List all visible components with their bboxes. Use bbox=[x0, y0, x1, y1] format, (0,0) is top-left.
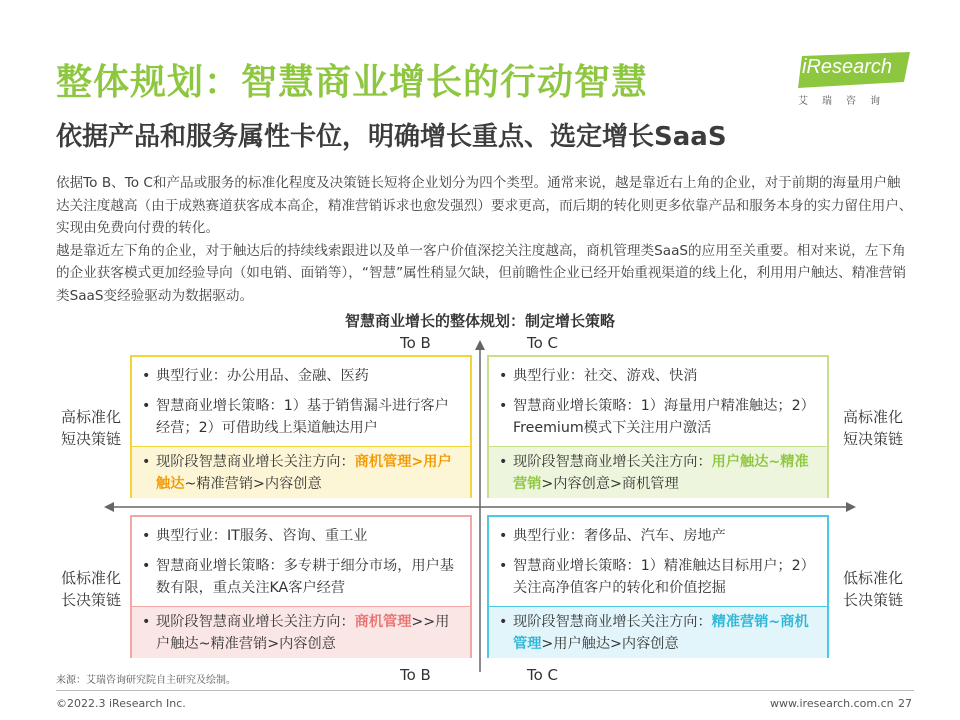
copyright: ©2022.3 iResearch Inc. bbox=[56, 697, 186, 710]
bullet-icon: • bbox=[142, 528, 151, 544]
diagram-title: 智慧商业增长的整体规划：制定增长策略 bbox=[344, 312, 615, 330]
bullet-icon: • bbox=[499, 368, 508, 384]
quadrant-industry-row bbox=[489, 365, 827, 387]
quadrant-strategy: 智慧商业增长策略：1）精准触达目标用户；2）关注高净值客户的转化和价值挖掘 bbox=[513, 558, 815, 596]
focus-suffix: >>用户触达~精准营销>内容创意 bbox=[156, 614, 450, 652]
quadrant-industry-row bbox=[489, 525, 827, 547]
axis-arrow-left-icon bbox=[104, 502, 114, 512]
focus-highlight: 用户触达~精准营销 bbox=[513, 454, 809, 492]
focus-suffix: ~精准营销>内容创意 bbox=[184, 476, 322, 492]
focus-suffix: >用户触达>内容创意 bbox=[541, 636, 679, 652]
footer-divider bbox=[56, 690, 914, 691]
focus-prefix: 现阶段智慧商业增长关注方向： bbox=[156, 454, 355, 470]
page-number: 27 bbox=[898, 697, 912, 710]
axis-arrow-right-icon bbox=[846, 502, 856, 512]
focus-highlight: 商机管理>用户触达 bbox=[156, 454, 452, 492]
side-label-left-bottom: 低标准化 长决策链 bbox=[60, 569, 121, 609]
axis-arrow-up-icon bbox=[475, 340, 485, 350]
focus-prefix: 现阶段智慧商业增长关注方向： bbox=[156, 614, 355, 630]
quadrant-focus-row bbox=[489, 446, 827, 498]
bullet-icon: • bbox=[499, 528, 508, 544]
bullet-icon: • bbox=[499, 398, 508, 414]
side-label-left-top: 高标准化 短决策链 bbox=[60, 408, 121, 448]
quadrant-focus-row bbox=[132, 446, 470, 498]
logo-subtext: 艾瑞咨询 bbox=[798, 96, 894, 107]
quadrant-industry: 典型行业：奢侈品、汽车、房地产 bbox=[513, 528, 726, 544]
focus-prefix: 现阶段智慧商业增长关注方向： bbox=[513, 454, 712, 470]
axis-label-top-toc: To C bbox=[527, 334, 559, 352]
quadrant-focus bbox=[156, 611, 462, 658]
quadrant-strategy: 智慧商业增长策略：1）基于销售漏斗进行客户经营；2）可借助线上渠道触达用户 bbox=[156, 398, 449, 436]
focus-highlight: 精准营销~商机管理 bbox=[513, 614, 809, 652]
quadrant-industry: 典型行业：IT服务、咨询、重工业 bbox=[156, 528, 368, 544]
side-label-right-top: 高标准化 短决策链 bbox=[842, 408, 903, 448]
bullet-icon: • bbox=[142, 454, 151, 470]
quadrant-focus bbox=[156, 451, 462, 498]
focus-highlight: 商机管理 bbox=[354, 614, 412, 630]
axis-label-bottom-tob: To B bbox=[400, 666, 431, 684]
quadrant-industry: 典型行业：办公用品、金融、医药 bbox=[156, 368, 369, 384]
intro-paragraph-1: 依据To B、To C和产品或服务的标准化程度及决策链长短将企业划分为四个类型。通常来说，越是靠近右上角的企业，对于前期的海量用户触达关注度越高（由于成熟赛道获客成本高企，精准营销诉求也愈发强烈）要求更高，而后期的转化则更多依靠产品和服务本身的实力留住用户、实现由免费向付费的转化。 bbox=[56, 175, 913, 236]
quadrant-tob-high-standard bbox=[130, 355, 472, 498]
bullet-icon: • bbox=[142, 614, 151, 630]
focus-prefix: 现阶段智慧商业增长关注方向： bbox=[513, 614, 712, 630]
quadrant-industry-row bbox=[132, 525, 470, 547]
quadrant-strategy: 智慧商业增长策略：多专耕于细分市场，用户基数有限，重点关注KA客户经营 bbox=[156, 558, 454, 596]
quadrant-tob-low-standard bbox=[130, 515, 472, 658]
website-link[interactable]: www.iresearch.com.cn bbox=[770, 697, 894, 710]
focus-suffix: >内容创意>商机管理 bbox=[541, 476, 679, 492]
bullet-icon: • bbox=[142, 558, 151, 574]
quadrant-focus bbox=[513, 451, 819, 498]
quadrant-toc-high-standard bbox=[487, 355, 829, 498]
side-label-right-bottom: 低标准化 长决策链 bbox=[842, 569, 903, 609]
iresearch-logo bbox=[798, 52, 914, 108]
quadrant-industry-row bbox=[132, 365, 470, 387]
logo-text: iResearch bbox=[802, 56, 893, 78]
quadrant-focus bbox=[513, 611, 819, 658]
intro-text bbox=[56, 172, 914, 307]
bullet-icon: • bbox=[499, 614, 508, 630]
quadrant-focus-row bbox=[132, 606, 470, 658]
axis-label-top-tob: To B bbox=[400, 334, 431, 352]
quadrant-strategy-row bbox=[489, 395, 827, 439]
bullet-icon: • bbox=[142, 368, 151, 384]
quadrant-strategy-row bbox=[132, 395, 470, 439]
quadrant-toc-low-standard bbox=[487, 515, 829, 658]
quadrant-strategy-row bbox=[489, 555, 827, 599]
source-note: 来源：艾瑞咨询研究院自主研究及绘制。 bbox=[56, 675, 236, 686]
quadrant-focus-row bbox=[489, 606, 827, 658]
bullet-icon: • bbox=[499, 454, 508, 470]
intro-paragraph-2: 越是靠近左下角的企业，对于触达后的持续线索跟进以及单一客户价值深挖关注度越高，商机管理类SaaS的应用至关重要。相对来说，左下角的企业获客模式更加经验导向（如电销、面销等），“智慧”属性稍显欠缺，但前瞻性企业已经开始重视渠道的线上化，利用用户触达、精准营销类SaaS变经验驱动为数据驱动。 bbox=[56, 242, 907, 304]
quadrant-strategy: 智慧商业增长策略：1）海量用户精准触达；2）Freemium模式下关注用户激活 bbox=[513, 398, 815, 436]
quadrant-strategy-row bbox=[132, 555, 470, 599]
axis-label-bottom-toc: To C bbox=[527, 666, 559, 684]
bullet-icon: • bbox=[142, 398, 151, 414]
page-subtitle: 依据产品和服务属性卡位，明确增长重点、选定增长SaaS bbox=[56, 122, 727, 152]
bullet-icon: • bbox=[499, 558, 508, 574]
quadrant-industry: 典型行业：社交、游戏、快消 bbox=[513, 368, 698, 384]
page-title: 整体规划：智慧商业增长的行动智慧 bbox=[56, 62, 649, 103]
